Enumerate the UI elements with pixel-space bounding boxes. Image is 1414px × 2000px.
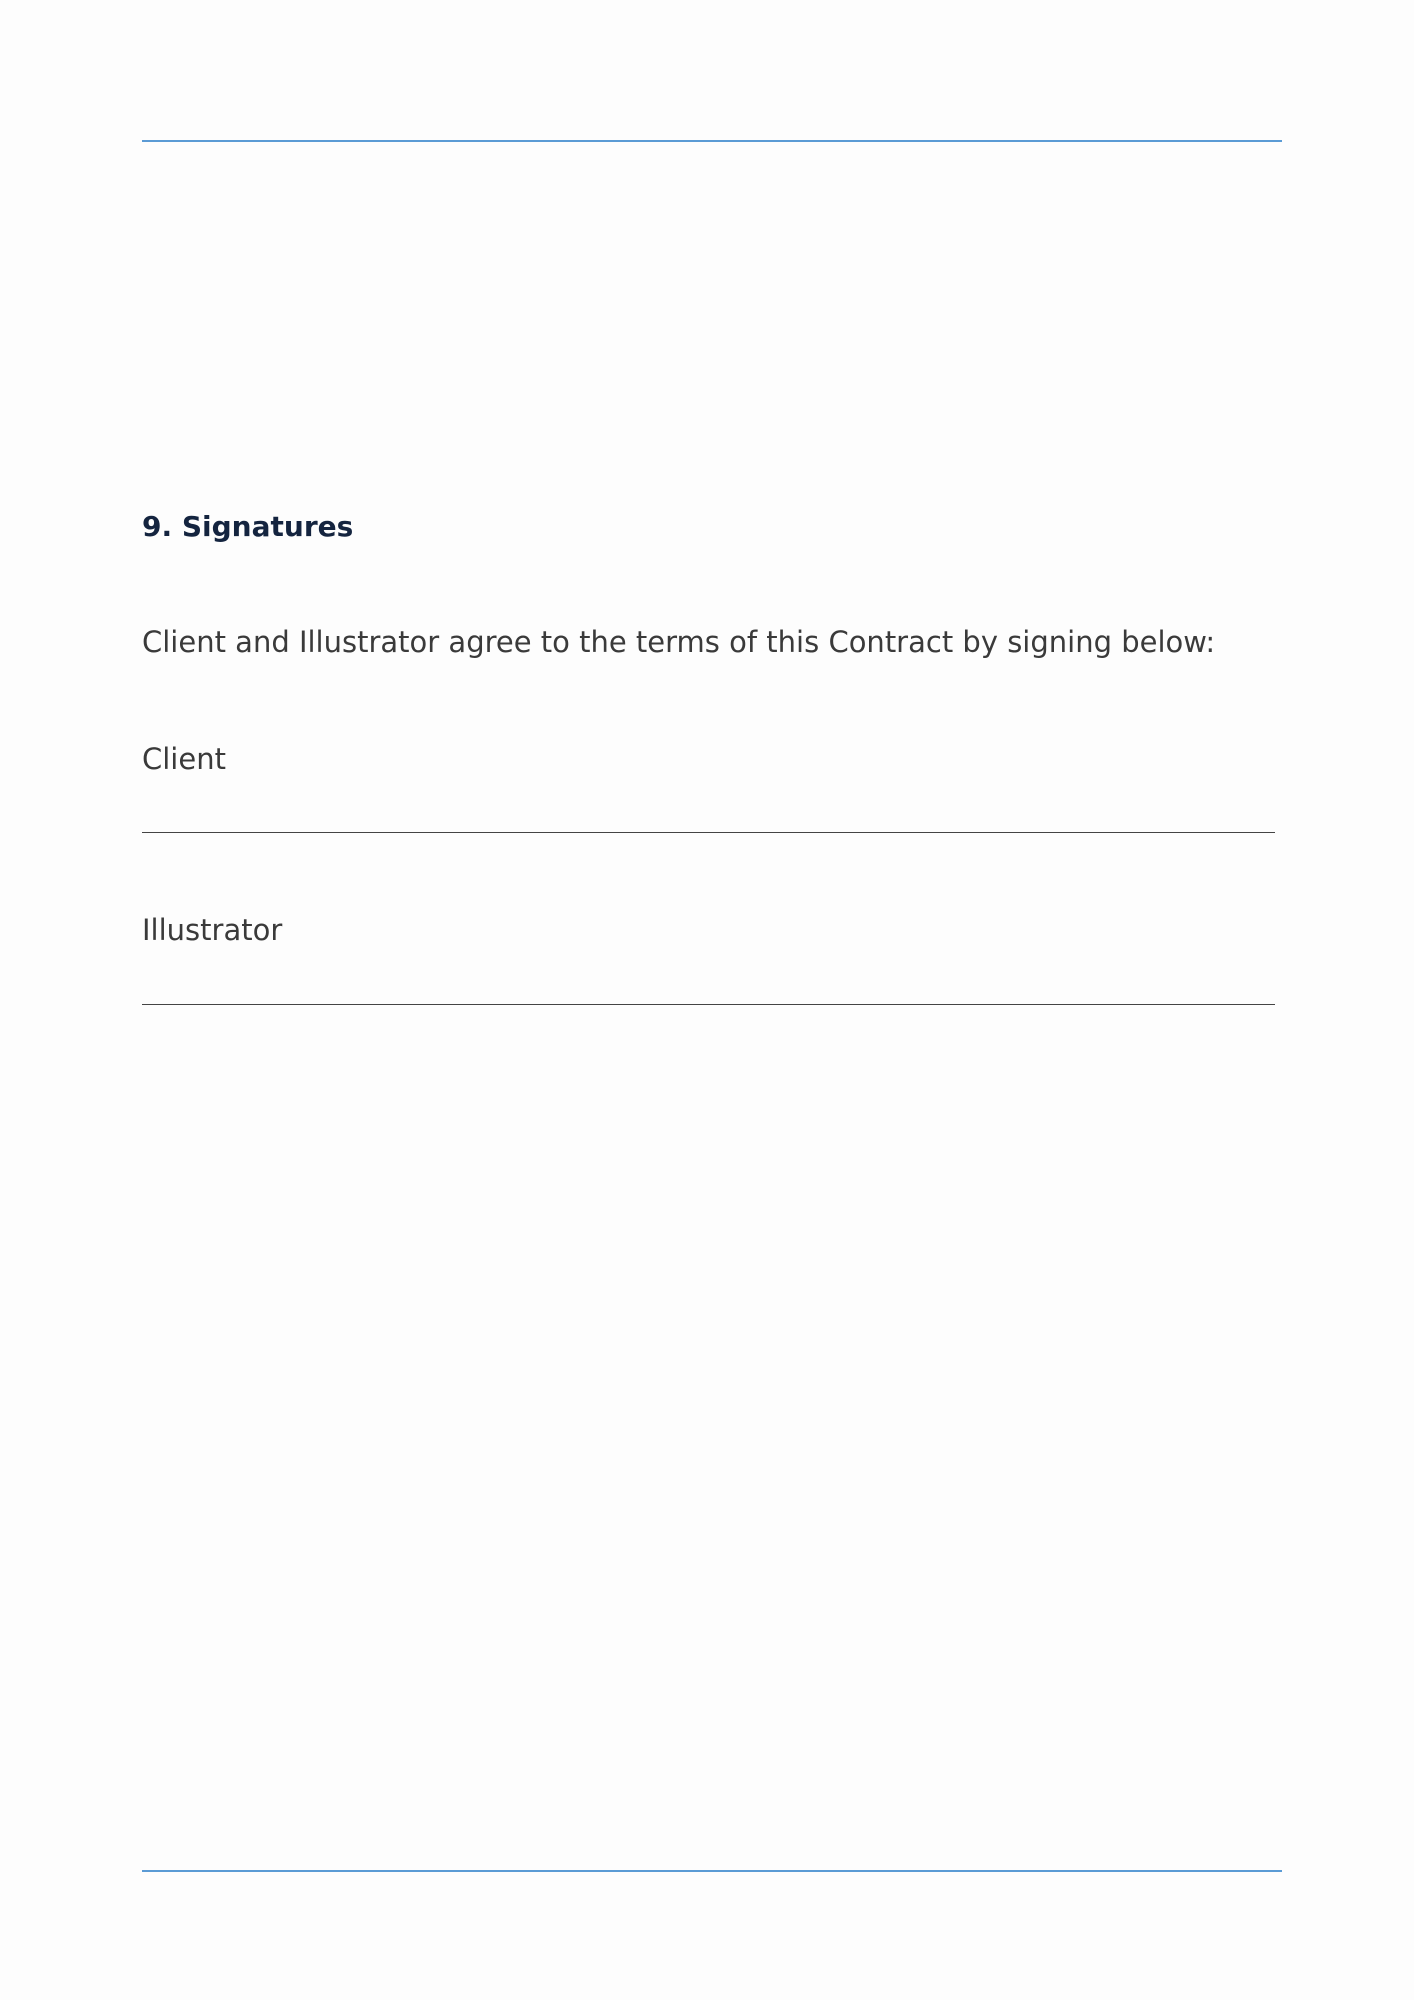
illustrator-label: Illustrator bbox=[142, 913, 283, 947]
header-rule bbox=[142, 140, 1282, 142]
client-label: Client bbox=[142, 742, 226, 776]
illustrator-signature-line bbox=[142, 1004, 1275, 1005]
footer-rule bbox=[142, 1870, 1282, 1872]
intro-paragraph: Client and Illustrator agree to the terms of this Contract by signing below: bbox=[142, 625, 1216, 659]
section-heading: 9. Signatures bbox=[142, 510, 354, 543]
client-signature-line bbox=[142, 832, 1275, 833]
